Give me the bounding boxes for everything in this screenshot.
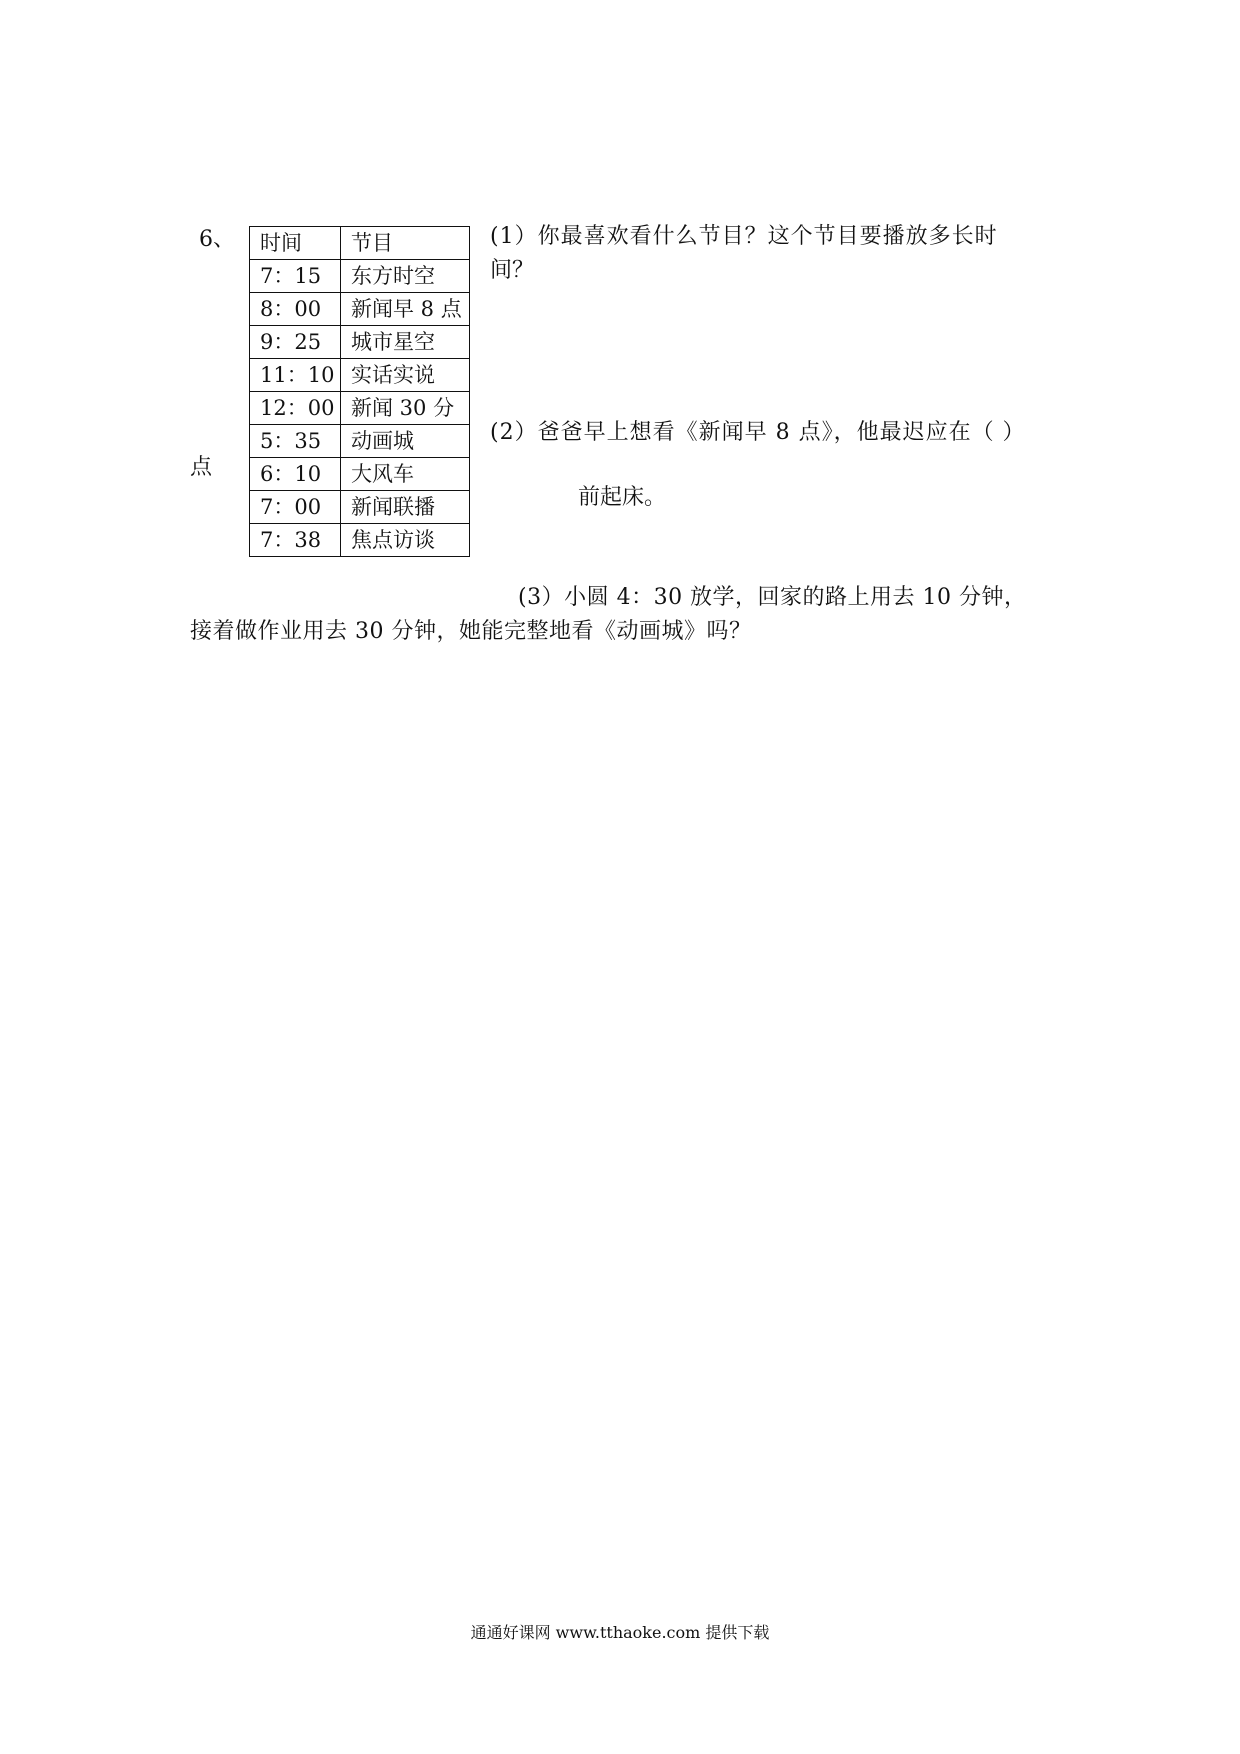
time-cell: 8：00	[250, 293, 341, 326]
table-row	[250, 524, 470, 557]
time-cell: 7：00	[250, 491, 341, 524]
time-cell: 5：35	[250, 425, 341, 458]
program-cell: 新闻早 8 点	[341, 293, 470, 326]
header-time: 时间	[250, 227, 341, 260]
stray-character: 点	[190, 455, 213, 480]
program-cell: 新闻联播	[341, 491, 470, 524]
sub-question-1-line-2: 间？	[490, 258, 535, 283]
sub-question-3-line-2: 接着做作业用去 30 分钟，她能完整地看《动画城》吗？	[190, 619, 752, 644]
time-cell: 7：38	[250, 524, 341, 557]
program-cell: 焦点访谈	[341, 524, 470, 557]
question-number: 6、	[199, 227, 235, 252]
sub-question-3-line-1: (3）小圆 4：30 放学，回家的路上用去 10 分钟，	[518, 585, 1027, 610]
program-cell: 东方时空	[341, 260, 470, 293]
sub-question-2-line-1: (2）爸爸早上想看《新闻早 8 点》，他最迟应在（ ）	[490, 420, 1026, 445]
program-cell: 大风车	[341, 458, 470, 491]
program-cell: 城市星空	[341, 326, 470, 359]
time-cell: 11：10	[250, 359, 341, 392]
sub-question-2-line-2: 前起床。	[578, 485, 667, 510]
program-cell: 新闻 30 分	[341, 392, 470, 425]
program-cell: 动画城	[341, 425, 470, 458]
table-row	[250, 392, 470, 425]
time-cell: 12：00	[250, 392, 341, 425]
table-row	[250, 293, 470, 326]
table-row	[250, 425, 470, 458]
tv-schedule-table	[249, 226, 470, 557]
page-footer: 通通好课网 www.tthaoke.com 提供下载	[470, 1623, 770, 1642]
program-cell: 实话实说	[341, 359, 470, 392]
table-row	[250, 359, 470, 392]
time-cell: 9：25	[250, 326, 341, 359]
table-row	[250, 260, 470, 293]
table-header-row	[250, 227, 470, 260]
time-cell: 6：10	[250, 458, 341, 491]
table-row	[250, 458, 470, 491]
table-row	[250, 326, 470, 359]
table-row	[250, 491, 470, 524]
time-cell: 7：15	[250, 260, 341, 293]
sub-question-1-line-1: (1）你最喜欢看什么节目？这个节目要播放多长时	[490, 224, 998, 249]
header-program: 节目	[341, 227, 470, 260]
